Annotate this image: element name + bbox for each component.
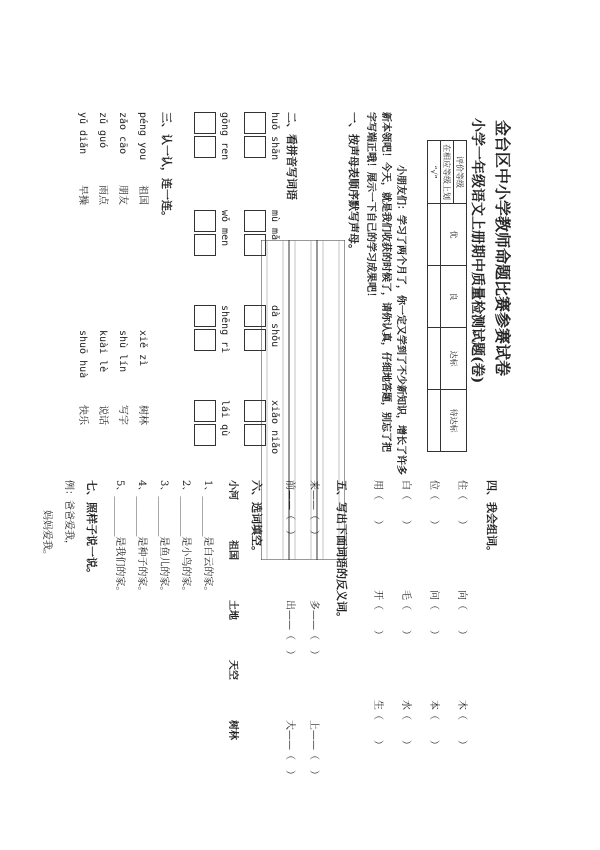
section1-title: 一、按声母表顺序默写声母。 [347,112,360,255]
section4-title: 四、我会组词。 [485,480,498,557]
example-line: 妈妈爱我。 [41,510,52,560]
section5-title: 五、写出下面词语的反义词。 [335,480,348,623]
intro-line: 新本领吧！今天，就是我们收获的时候了，请你认真，仔细地答题，别忘了把 [380,112,391,452]
answer-boxes[interactable] [190,305,216,353]
pinyin: dà shǒu [269,305,280,348]
eval-header: 优 [441,204,467,266]
answer-boxes[interactable] [240,210,266,258]
pinyin: wǒ men [219,210,230,247]
pinyin: shēng rì [219,305,230,354]
pinyin: lái qù [219,400,230,437]
eval-header: 达标 [441,328,467,390]
match-right-pinyin: xiě zì shù lín kuài lè shuō huà [77,330,148,379]
eval-cell[interactable] [428,204,441,266]
eval-header: 待达标 [441,390,467,452]
exam-subtitle: 小学一年级语文上册期中质量检测试题(卷) [469,118,485,384]
answer-boxes[interactable] [240,400,266,448]
eval-cell[interactable] [428,390,441,452]
answer-boxes[interactable] [240,112,266,160]
pinyin: xiǎo niǎo [269,400,280,455]
eval-header: 良 [441,266,467,328]
pinyin: gōng ren [219,112,230,161]
eval-cell[interactable] [428,328,441,390]
section2-title: 二、看拼音写词语 [285,112,298,200]
zuci-col: 住（ ） 位（ ） 白（ ） 用（ ） [372,480,467,530]
section6-title: 六、选词填空。 [250,480,263,557]
fill-items: 1、________是白云的家。 2、________是小鸟的家。 3、________是鱼儿的家。 4、________是种子的家。 5、________是我们的家。 [114,480,213,597]
answer-boxes[interactable] [240,305,266,353]
eval-header: 评价等级 [454,141,467,204]
answer-boxes[interactable] [190,112,216,160]
intro-line: 小朋友们：学习了两个月了，你一定又学到了不少新知识，增长了许多 [395,165,406,475]
antonym-col: 上——（ ） 大——（ ） [284,720,319,780]
section3-title: 三、认一认，连一连。 [160,112,173,222]
option-word: 天空 [227,660,238,680]
match-right-words: 树林 写字 说话 快乐 [77,405,148,425]
option-word: 树林 [227,720,238,740]
eval-row-label: 在相应等级上划 [441,141,454,204]
match-left-pinyin: péng you zǎo cāo zǔ guó yǔ diǎn [77,112,148,161]
answer-boxes[interactable] [190,400,216,448]
match-left-words: 祖国 朋友 雨点 早操 [77,185,148,205]
example-line: 例：爸爸爱我， [63,480,74,550]
eval-row-label2: “√” [428,141,441,204]
section7-title: 七、照样子说一说。 [85,480,98,579]
zuci-col: 木（ ） 本（ ） 水（ ） 生（ ） [372,700,467,750]
eval-cell[interactable] [428,266,441,328]
pinyin: mù mǎ [269,210,280,241]
option-word: 小河 [227,480,238,500]
antonym-col: 来——（ ） 前——（ ） [284,480,319,540]
eval-table [427,140,467,452]
option-word: 土地 [227,600,238,620]
answer-boxes[interactable] [190,210,216,258]
antonym-col: 多——（ ） 出——（ ） [284,600,319,660]
intro-line: 字写端正哦！展示一下自己的学习成果吧！ [365,112,376,302]
pinyin: huǒ shān [269,112,280,161]
exam-title: 金台区中小学教师命题比赛参赛试卷 [493,120,512,377]
zuci-col: 向（ ） 问（ ） 毛（ ） 开（ ） [372,590,467,640]
option-word: 祖国 [227,540,238,560]
